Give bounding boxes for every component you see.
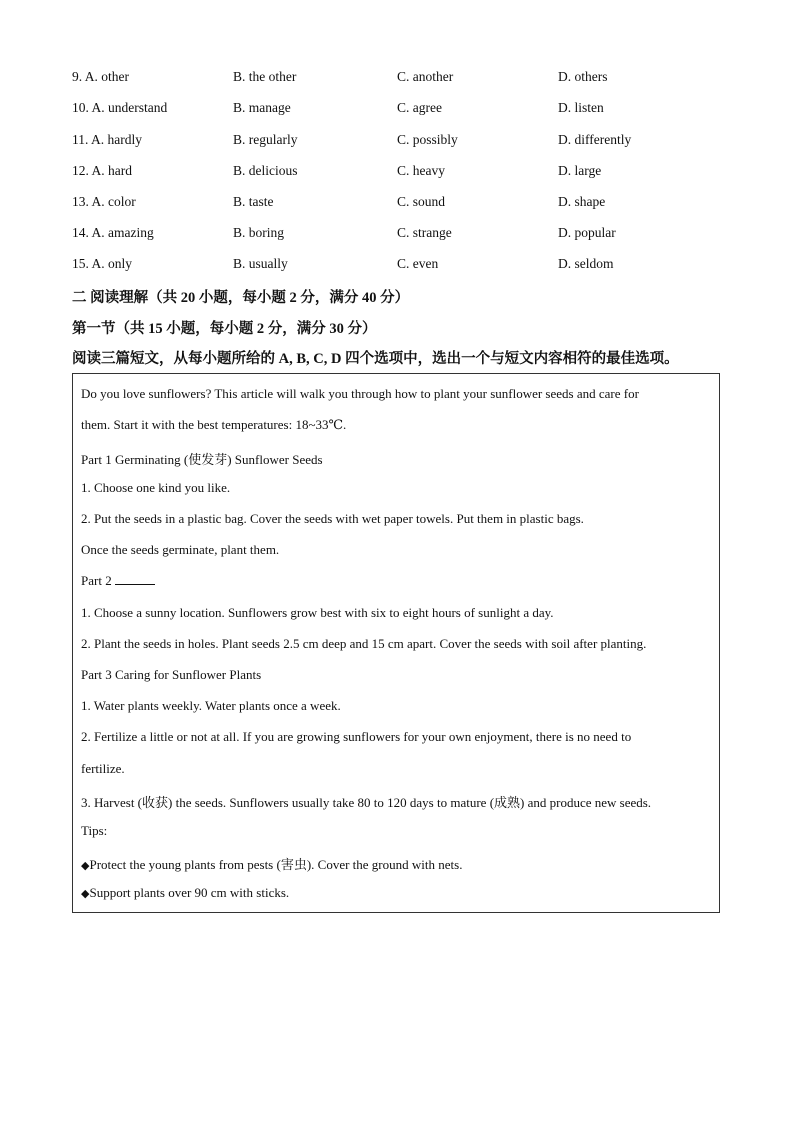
part1-title: Part 1 Germinating (使发芽) Sunflower Seeds bbox=[81, 452, 323, 467]
option-c: C. agree bbox=[397, 100, 442, 115]
option-b: B. delicious bbox=[233, 163, 298, 178]
passage-intro-line-2: them. Start it with the best temperatures: 18~33℃. bbox=[81, 417, 347, 432]
section-title: 二 阅读理解（共 20 小题，每小题 2 分，满分 40 分） bbox=[72, 290, 410, 306]
option-d: D. listen bbox=[558, 100, 604, 115]
question-number: 14. bbox=[72, 225, 89, 240]
option-d: D. shape bbox=[558, 194, 606, 209]
option-a: 9. A. other bbox=[72, 69, 130, 84]
tip-1: ◆Protect the young plants from pests (害虫). Cover the ground with nets. bbox=[81, 857, 463, 872]
question-number: 12. bbox=[72, 163, 89, 178]
part2-item-1: 1. Choose a sunny location. Sunflowers grow best with six to eight hours of sunlight a day. bbox=[81, 605, 554, 620]
question-number: 15. bbox=[72, 256, 89, 271]
question-number: 11. bbox=[72, 132, 89, 147]
option-b: B. regularly bbox=[233, 132, 298, 147]
part3-title: Part 3 Caring for Sunflower Plants bbox=[81, 667, 262, 682]
option-a: 14. A. amazing bbox=[72, 225, 154, 240]
option-c: C. possibly bbox=[397, 132, 458, 147]
part3-item-2-line-1: 2. Fertilize a little or not at all. If you are growing sunflowers for your own enjoyment, there is no need to bbox=[81, 729, 632, 744]
option-row-10 bbox=[72, 100, 732, 120]
part3-item-2-line-2: fertilize. bbox=[81, 761, 125, 776]
option-row-11 bbox=[72, 132, 732, 152]
option-b: B. boring bbox=[233, 225, 285, 240]
option-c: C. strange bbox=[397, 225, 452, 240]
part1-item-2: 2. Put the seeds in a plastic bag. Cover the seeds with wet paper towels. Put them in plastic bags. bbox=[81, 511, 584, 526]
option-d: D. seldom bbox=[558, 256, 614, 271]
option-a: 11. A. hardly bbox=[72, 132, 143, 147]
part3-item-3: 3. Harvest (收获) the seeds. Sunflowers usually take 80 to 120 days to mature (成熟) and produce new seeds. bbox=[81, 795, 652, 810]
question-number: 10. bbox=[72, 100, 89, 115]
part2-item-2: 2. Plant the seeds in holes. Plant seeds 2.5 cm deep and 15 cm apart. Cover the seeds with soil after planting. bbox=[81, 636, 647, 651]
part2-blank bbox=[115, 573, 155, 585]
part1-note: Once the seeds germinate, plant them. bbox=[81, 542, 280, 557]
option-a: 13. A. color bbox=[72, 194, 136, 209]
option-b: B. the other bbox=[233, 69, 297, 84]
question-number: 13. bbox=[72, 194, 89, 209]
tip-2: ◆Support plants over 90 cm with sticks. bbox=[81, 885, 290, 900]
option-a: 15. A. only bbox=[72, 256, 133, 271]
part-title: 第一节（共 15 小题，每小题 2 分，满分 30 分） bbox=[72, 321, 377, 337]
option-row-9 bbox=[72, 69, 732, 89]
option-c: C. heavy bbox=[397, 163, 445, 178]
option-c: C. even bbox=[397, 256, 439, 271]
passage-box bbox=[72, 373, 720, 913]
part2-title: Part 2 bbox=[81, 573, 112, 588]
part3-item-1: 1. Water plants weekly. Water plants once a week. bbox=[81, 698, 341, 713]
option-d: D. others bbox=[558, 69, 608, 84]
tips-title: Tips: bbox=[81, 823, 108, 838]
option-c: C. sound bbox=[397, 194, 446, 209]
question-number: 9. bbox=[72, 69, 83, 84]
part1-item-1: 1. Choose one kind you like. bbox=[81, 480, 231, 495]
option-d: D. large bbox=[558, 163, 602, 178]
part2-title-line bbox=[81, 573, 155, 589]
option-d: D. popular bbox=[558, 225, 616, 240]
option-a: 10. A. understand bbox=[72, 100, 168, 115]
option-b: B. taste bbox=[233, 194, 274, 209]
option-d: D. differently bbox=[558, 132, 632, 147]
option-row-13 bbox=[72, 194, 732, 214]
option-row-14 bbox=[72, 225, 732, 245]
instruction: 阅读三篇短文，从每小题所给的 A, B, C, D 四个选项中，选出一个与短文内容相符的最佳选项。 bbox=[72, 351, 679, 367]
option-row-12 bbox=[72, 163, 732, 183]
diamond-bullet-icon: ◆ bbox=[81, 859, 90, 872]
option-a: 12. A. hard bbox=[72, 163, 133, 178]
passage-intro-line-1: Do you love sunflowers? This article will walk you through how to plant your sunflower seeds and care for bbox=[81, 386, 639, 401]
option-b: B. usually bbox=[233, 256, 288, 271]
option-c: C. another bbox=[397, 69, 454, 84]
diamond-bullet-icon: ◆ bbox=[81, 887, 90, 900]
option-b: B. manage bbox=[233, 100, 291, 115]
option-row-15 bbox=[72, 256, 732, 276]
